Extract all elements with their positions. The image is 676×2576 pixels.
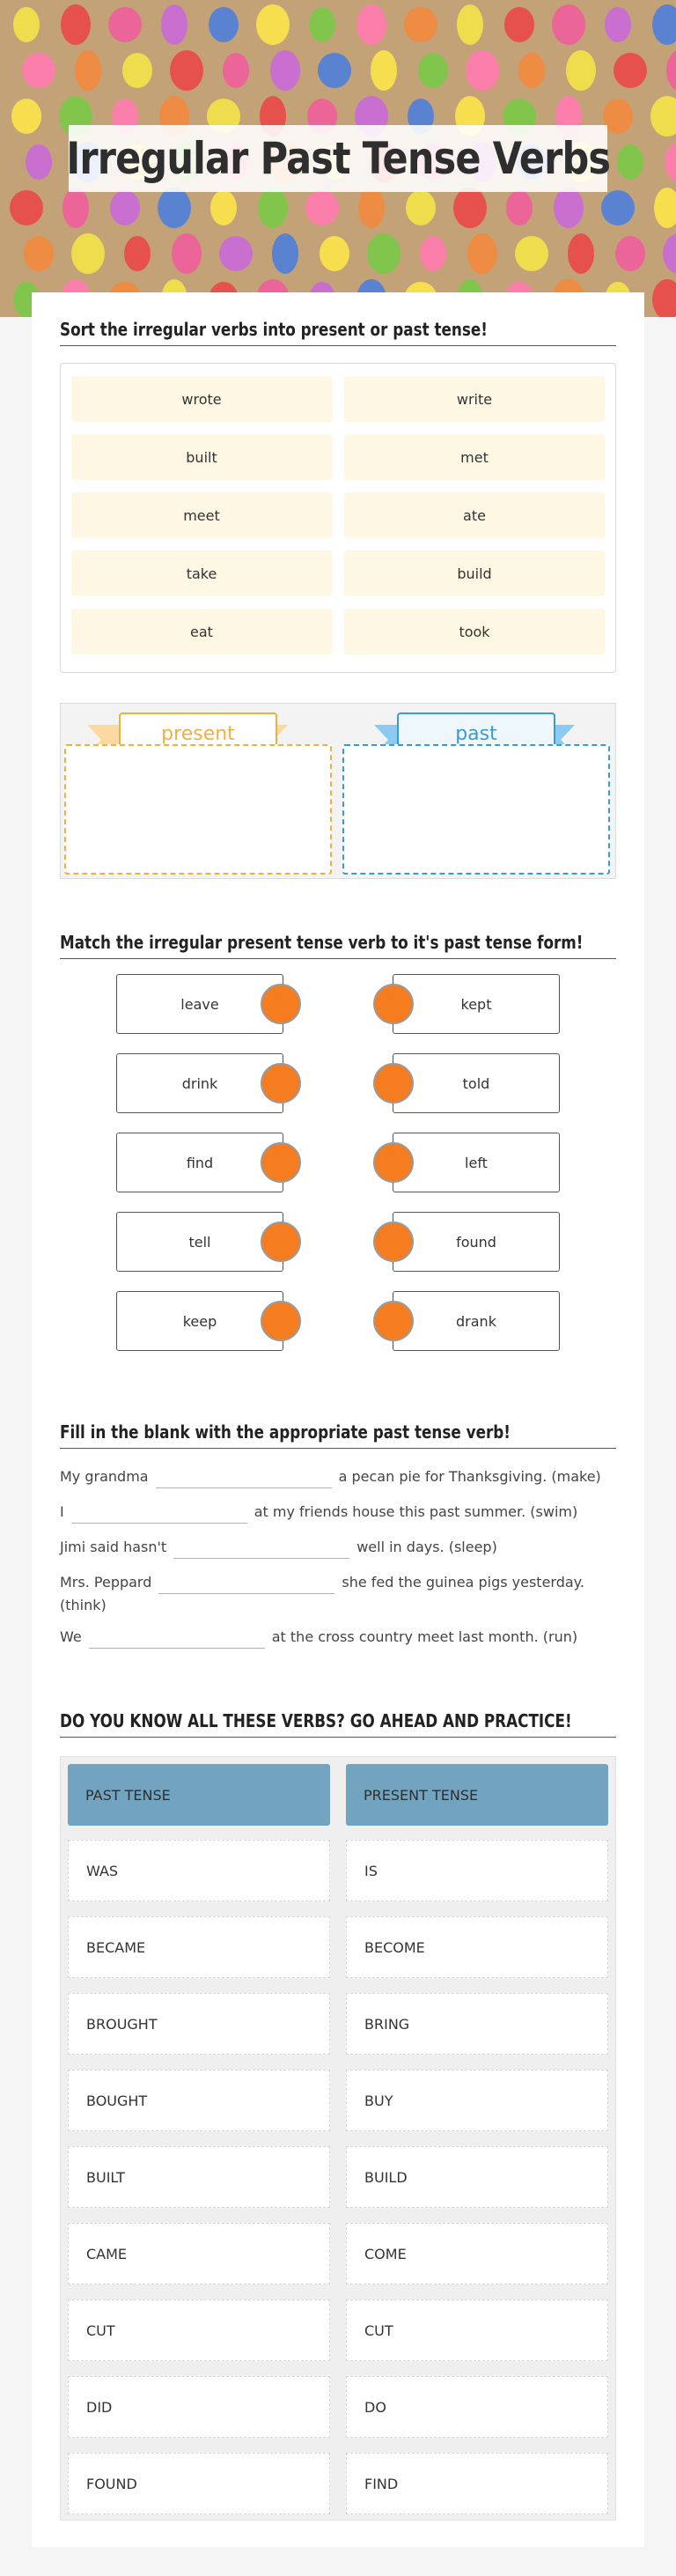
match-right-item[interactable]: drank xyxy=(393,1291,560,1351)
sort-word-tile[interactable]: ate xyxy=(344,492,605,538)
decorative-dot xyxy=(270,50,300,91)
decorative-dot xyxy=(210,190,237,225)
decorative-dot xyxy=(652,279,676,317)
match-left-connector[interactable] xyxy=(261,1142,301,1183)
sentence-end: at my friends house this past summer. (swim) xyxy=(254,1503,578,1520)
practice-card[interactable]: BECAME xyxy=(68,1916,330,1978)
practice-card[interactable]: BRING xyxy=(346,1993,608,2055)
practice-card[interactable]: BUY xyxy=(346,2070,608,2131)
fill-sentence xyxy=(60,1536,623,1559)
practice-card[interactable]: CAME xyxy=(68,2223,330,2284)
match-left-connector[interactable] xyxy=(261,1301,301,1341)
decorative-dot xyxy=(158,188,191,228)
match-right-connector[interactable] xyxy=(373,1063,414,1103)
decorative-dot xyxy=(663,233,676,274)
decorative-dot xyxy=(258,188,288,228)
decorative-dot xyxy=(420,236,446,271)
decorative-dot xyxy=(110,190,140,225)
sentence-start: My grandma xyxy=(60,1468,149,1485)
match-left-connector[interactable] xyxy=(261,1222,301,1262)
practice-section-title: DO YOU KNOW ALL THESE VERBS? GO AHEAD AND PRACTICE! xyxy=(60,1710,616,1738)
decorative-dot xyxy=(614,53,647,88)
sort-word-tile[interactable]: build xyxy=(344,550,605,596)
sentence-start: Jimi said hasn't xyxy=(60,1539,167,1555)
sentence-end: at the cross country meet last month. (run) xyxy=(271,1628,578,1645)
practice-card[interactable]: FIND xyxy=(346,2453,608,2514)
sort-word-tile[interactable]: take xyxy=(71,550,332,596)
decorative-dot xyxy=(161,4,187,45)
decorative-dot xyxy=(665,142,676,182)
practice-card[interactable]: DID xyxy=(68,2376,330,2438)
fill-sentence xyxy=(60,1626,623,1649)
sentence-start: We xyxy=(60,1628,82,1645)
decorative-dot xyxy=(515,236,548,271)
decorative-dot xyxy=(358,188,385,228)
decorative-dot xyxy=(108,7,142,42)
decorative-dot xyxy=(219,236,253,271)
decorative-dot xyxy=(320,236,349,271)
practice-card[interactable]: IS xyxy=(346,1840,608,1901)
sentence-start: Mrs. Peppard xyxy=(60,1574,152,1591)
match-left-item[interactable]: leave xyxy=(116,974,283,1034)
present-label: present xyxy=(119,712,277,755)
decorative-dot xyxy=(457,4,483,45)
practice-header-cell: PRESENT TENSE xyxy=(346,1764,608,1826)
decorative-dot xyxy=(568,233,594,274)
sort-word-tile[interactable]: met xyxy=(344,434,605,480)
decorative-dot xyxy=(652,4,676,45)
header-banner xyxy=(0,0,676,317)
decorative-dot xyxy=(603,99,633,134)
practice-header-cell: PAST TENSE xyxy=(68,1764,330,1826)
practice-card[interactable]: CUT xyxy=(346,2299,608,2361)
decorative-dot xyxy=(552,4,585,45)
decorative-dot xyxy=(601,190,635,225)
practice-card[interactable]: CUT xyxy=(68,2299,330,2361)
decorative-dot xyxy=(467,233,497,274)
practice-card[interactable]: BROUGHT xyxy=(68,1993,330,2055)
decorative-dot xyxy=(605,7,631,42)
answer-blank-input[interactable] xyxy=(156,1469,332,1488)
decorative-dot xyxy=(209,7,239,42)
answer-blank-input[interactable] xyxy=(158,1575,334,1594)
match-right-item[interactable]: found xyxy=(393,1212,560,1272)
title-box xyxy=(66,125,610,192)
decorative-dot xyxy=(404,7,437,42)
decorative-dot xyxy=(75,50,101,91)
decorative-dot xyxy=(122,53,152,88)
practice-card[interactable]: BECOME xyxy=(346,1916,608,1978)
decorative-dot xyxy=(11,99,41,134)
decorative-dot xyxy=(172,233,202,274)
past-drop-zone[interactable] xyxy=(342,744,610,875)
match-left-item[interactable]: tell xyxy=(116,1212,283,1272)
match-right-item[interactable]: kept xyxy=(393,974,560,1034)
match-right-connector[interactable] xyxy=(373,1301,414,1341)
decorative-dot xyxy=(309,7,335,42)
decorative-dot xyxy=(617,144,643,180)
practice-card[interactable]: BUILT xyxy=(68,2146,330,2208)
decorative-dot xyxy=(24,236,54,271)
decorative-dot xyxy=(124,236,151,271)
match-right-connector[interactable] xyxy=(373,1222,414,1262)
decorative-dot xyxy=(62,188,89,228)
present-drop-zone[interactable] xyxy=(64,744,332,875)
fill-sentence xyxy=(60,1465,623,1488)
decorative-dot xyxy=(367,233,400,274)
sentence-end: she fed the guinea pigs yesterday. (think) xyxy=(60,1574,584,1613)
match-right-connector[interactable] xyxy=(373,984,414,1024)
decorative-dot xyxy=(554,188,584,228)
decorative-dot xyxy=(223,53,249,88)
sort-word-tile[interactable]: meet xyxy=(71,492,332,538)
page-title: Irregular Past Tense Verbs xyxy=(66,133,610,184)
practice-card[interactable]: WAS xyxy=(68,1840,330,1901)
decorative-dot xyxy=(371,50,397,91)
decorative-dot xyxy=(453,188,487,228)
decorative-dot xyxy=(504,7,534,42)
answer-blank-input[interactable] xyxy=(71,1504,247,1524)
match-left-item[interactable]: drink xyxy=(116,1053,283,1113)
past-label: past xyxy=(397,712,555,755)
practice-card[interactable]: DO xyxy=(346,2376,608,2438)
decorative-dot xyxy=(256,4,290,45)
practice-card[interactable]: COME xyxy=(346,2223,608,2284)
decorative-dot xyxy=(654,188,676,228)
decorative-dot xyxy=(418,53,448,88)
practice-table xyxy=(60,1756,616,2521)
sentence-end: a pecan pie for Thanksgiving. (make) xyxy=(338,1468,601,1485)
decorative-dot xyxy=(305,190,339,225)
match-right-item[interactable]: left xyxy=(393,1133,560,1192)
decorative-dot xyxy=(272,233,298,274)
decorative-dot xyxy=(10,190,43,225)
sort-words-box xyxy=(60,363,616,673)
sort-word-tile[interactable]: took xyxy=(344,609,605,654)
answer-blank-input[interactable] xyxy=(89,1629,265,1649)
decorative-dot xyxy=(61,4,91,45)
decorative-dot xyxy=(26,144,52,180)
practice-card[interactable]: BUILD xyxy=(346,2146,608,2208)
match-left-item[interactable]: find xyxy=(116,1133,283,1192)
drop-area xyxy=(60,703,616,879)
match-right-item[interactable]: told xyxy=(393,1053,560,1113)
decorative-dot xyxy=(71,233,105,274)
decorative-dot xyxy=(466,50,499,91)
decorative-dot xyxy=(650,96,676,137)
decorative-dot xyxy=(615,236,645,271)
decorative-dot xyxy=(566,50,596,91)
sentence-end: well in days. (sleep) xyxy=(356,1539,497,1555)
fill-sentence xyxy=(60,1571,623,1617)
decorative-dot xyxy=(13,7,40,42)
sort-word-tile[interactable]: wrote xyxy=(71,376,332,422)
decorative-dot xyxy=(666,50,676,91)
decorative-dot xyxy=(518,53,545,88)
sentence-start: I xyxy=(60,1503,64,1520)
practice-card[interactable]: BOUGHT xyxy=(68,2070,330,2131)
decorative-dot xyxy=(318,53,351,88)
decorative-dot xyxy=(506,190,533,225)
match-left-connector[interactable] xyxy=(261,984,301,1024)
sort-word-tile[interactable]: write xyxy=(344,376,605,422)
decorative-dot xyxy=(170,50,203,91)
sort-word-tile[interactable]: eat xyxy=(71,609,332,654)
fill-sentence xyxy=(60,1501,623,1524)
match-left-item[interactable]: keep xyxy=(116,1291,283,1351)
decorative-dot xyxy=(356,4,386,45)
decorative-dot xyxy=(22,53,55,88)
match-left-connector[interactable] xyxy=(261,1063,301,1103)
match-section-title: Match the irregular present tense verb to it's past tense form! xyxy=(60,932,616,959)
decorative-dot xyxy=(406,190,436,225)
match-right-connector[interactable] xyxy=(373,1142,414,1183)
answer-blank-input[interactable] xyxy=(173,1539,349,1559)
fill-section-title: Fill in the blank with the appropriate past tense verb! xyxy=(60,1421,616,1449)
sort-word-tile[interactable]: built xyxy=(71,434,332,480)
practice-card[interactable]: FOUND xyxy=(68,2453,330,2514)
sort-section-title: Sort the irregular verbs into present or past tense! xyxy=(60,319,616,346)
